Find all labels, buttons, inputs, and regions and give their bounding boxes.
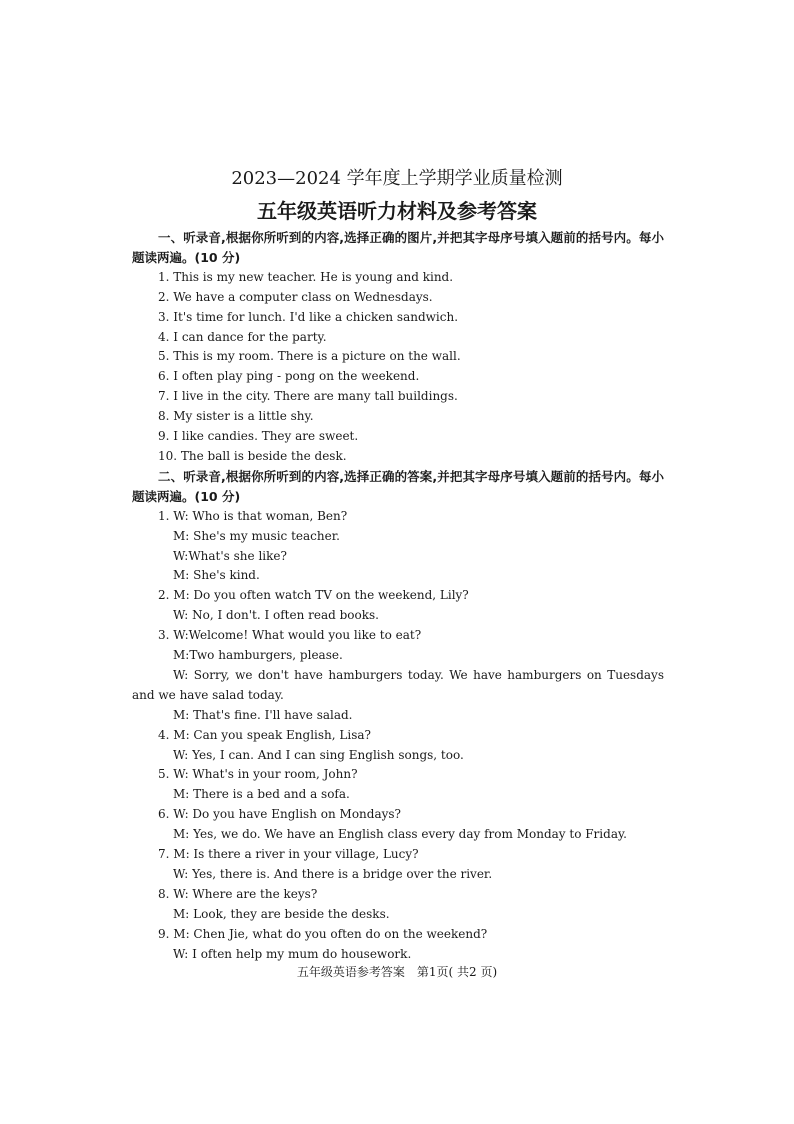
list-item: 7. I live in the city. There are many tall buildings.	[158, 389, 458, 404]
list-item: 3. It's time for lunch. I'd like a chicken sandwich.	[158, 309, 459, 324]
list-item: 8. My sister is a little shy.	[158, 409, 314, 424]
list-item: 5. This is my room. There is a picture on the wall.	[158, 349, 461, 364]
dialogue-line: 7. M: Is there a river in your village, Lucy?	[158, 847, 419, 862]
dialogue-line: M:Two hamburgers, please.	[173, 648, 343, 663]
dialogue-number: 5.	[158, 767, 170, 782]
dialogue-line: 8. W: Where are the keys?	[158, 886, 318, 901]
dialogue-line: W: I often help my mum do housework.	[173, 946, 412, 961]
dialogue-line: 5. W: What's in your room, John?	[158, 767, 358, 782]
list-item: 9. I like candies. They are sweet.	[158, 429, 359, 444]
dialogue-line: M: Yes, we do. We have an English class every day from Monday to Friday.	[173, 827, 627, 842]
dialogue-line: 3. W:Welcome! What would you like to eat?	[158, 628, 422, 643]
dialogue-line: M: There is a bed and a sofa.	[173, 787, 350, 802]
dialogue-line: 6. W: Do you have English on Mondays?	[158, 807, 401, 822]
section1-heading: 一、听录音,根据你所听到的内容,选择正确的图片,并把其字母序号填入题前的括号内。每小题读两遍。(10 分)	[132, 230, 664, 265]
dialogue-line: 2. M: Do you often watch TV on the weekend, Lily?	[158, 588, 469, 603]
section1-list	[132, 268, 664, 467]
list-item: 10. The ball is beside the desk.	[158, 448, 347, 463]
document-subtitle: 五年级英语听力材料及参考答案	[257, 199, 537, 223]
exam-title: 2023—2024 学年度上学期学业质量检测	[231, 168, 563, 189]
dialogue-line: W: Yes, there is. And there is a bridge over the river.	[173, 867, 493, 881]
document-body	[132, 228, 664, 965]
dialogue-line: M: Look, they are beside the desks.	[173, 906, 390, 921]
list-item: 6. I often play ping - pong on the weekend.	[158, 369, 420, 384]
dialogue-line: 4. M: Can you speak English, Lisa?	[158, 727, 371, 742]
dialogue-line: W: Yes, I can. And I can sing English songs, too.	[173, 747, 464, 762]
dialogue-number: 7.	[158, 847, 170, 862]
section2-heading: 二、听录音,根据你所听到的内容,选择正确的答案,并把其字母序号填入题前的括号内。每小题读两遍。(10 分)	[132, 468, 664, 504]
dialogue-number: 8.	[158, 886, 170, 901]
dialogue-line: 9. M: Chen Jie, what do you often do on the weekend?	[158, 926, 488, 941]
dialogue-line: 1. W: Who is that woman, Ben?	[158, 508, 348, 523]
dialogue-number: 1.	[158, 508, 170, 523]
dialogue-number: 6.	[158, 807, 170, 822]
dialogue-number: 4.	[158, 727, 170, 742]
dialogue-line: W: No, I don't. I often read books.	[173, 608, 379, 623]
section2-dialogues	[132, 507, 664, 965]
dialogue-number: 2.	[158, 588, 170, 603]
list-item: 1. This is my new teacher. He is young and kind.	[158, 269, 454, 284]
page-footer: 五年级英语参考答案 第1页( 共2 页)	[296, 965, 498, 979]
list-item: 4. I can dance for the party.	[158, 329, 327, 344]
dialogue-line: W: Sorry, we don't have hamburgers today. We have hamburgers on Tuesdays and we have salad today.	[132, 667, 664, 702]
list-item: 2. We have a computer class on Wednesdays.	[158, 289, 433, 304]
dialogue-line: M: She's kind.	[173, 568, 260, 583]
dialogue-line: M: She's my music teacher.	[173, 528, 340, 543]
dialogue-number: 3.	[158, 628, 170, 643]
dialogue-line: M: That's fine. I'll have salad.	[173, 707, 353, 722]
dialogue-line: W:What's she like?	[173, 548, 287, 563]
dialogue-number: 9.	[158, 926, 170, 941]
